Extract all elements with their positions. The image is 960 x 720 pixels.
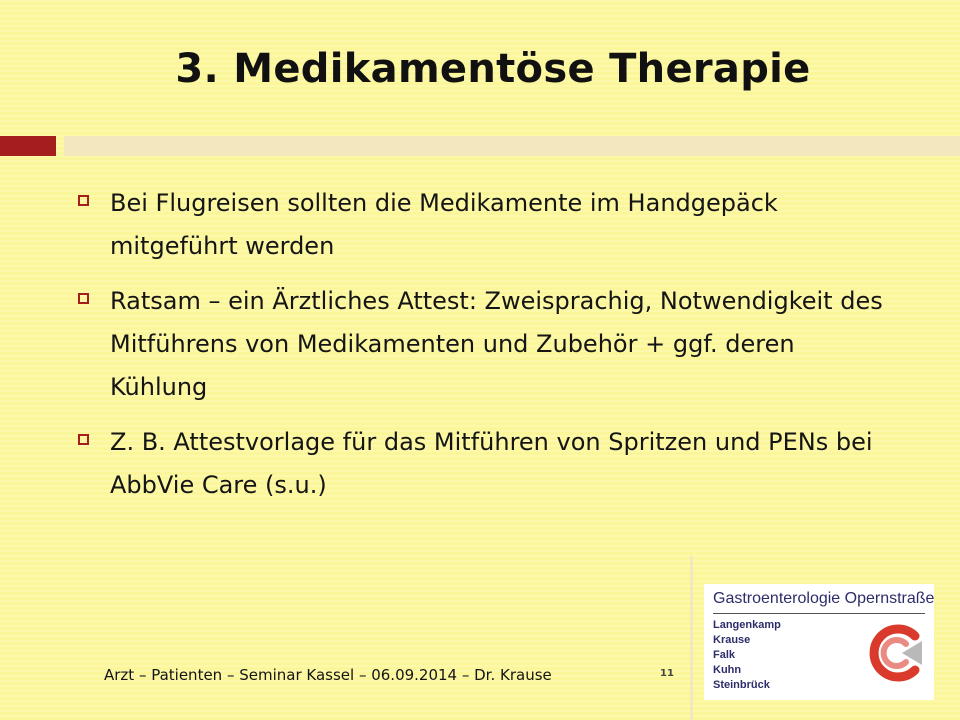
page-number: 11 — [660, 668, 674, 679]
bullet-text: Bei Flugreisen sollten die Medikamente im Handgepäck mitgeführt werden — [110, 189, 778, 260]
title-rule-bar — [64, 136, 960, 156]
bullet-text: Ratsam – ein Ärztliches Attest: Zweisprachig, Notwendigkeit des Mitführens von Medikamenten und Zubehör + ggf. deren Kühlung — [110, 287, 883, 401]
square-bullet-icon — [78, 434, 89, 445]
bullet-item — [78, 280, 898, 409]
square-bullet-icon — [78, 195, 89, 206]
bullet-item — [78, 421, 898, 507]
logo-title: Gastroenterologie Opernstraße — [713, 590, 935, 607]
logo-doctor-name: Steinbrück — [713, 679, 770, 691]
logo-doctor-name: Krause — [713, 634, 751, 646]
square-bullet-icon — [78, 293, 89, 304]
practice-logo — [704, 584, 934, 700]
logo-doctor-name: Kuhn — [713, 664, 742, 676]
logo-mark-icon — [864, 622, 926, 684]
logo-doctor-name: Langenkamp — [713, 619, 781, 631]
logo-doctor-name: Falk — [713, 649, 736, 661]
slide-title: 3. Medikamentöse Therapie — [175, 46, 811, 92]
bullet-list — [78, 182, 898, 519]
logo-doctor-list — [713, 618, 781, 693]
bullet-text: Z. B. Attestvorlage für das Mitführen von Spritzen und PENs bei AbbVie Care (s.u.) — [110, 428, 873, 499]
title-accent-bar — [0, 136, 56, 156]
logo-divider — [713, 613, 925, 614]
footer-divider — [690, 556, 693, 720]
bullet-item — [78, 182, 898, 268]
footer-text: Arzt – Patienten – Seminar Kassel – 06.09.2014 – Dr. Krause — [104, 666, 552, 684]
